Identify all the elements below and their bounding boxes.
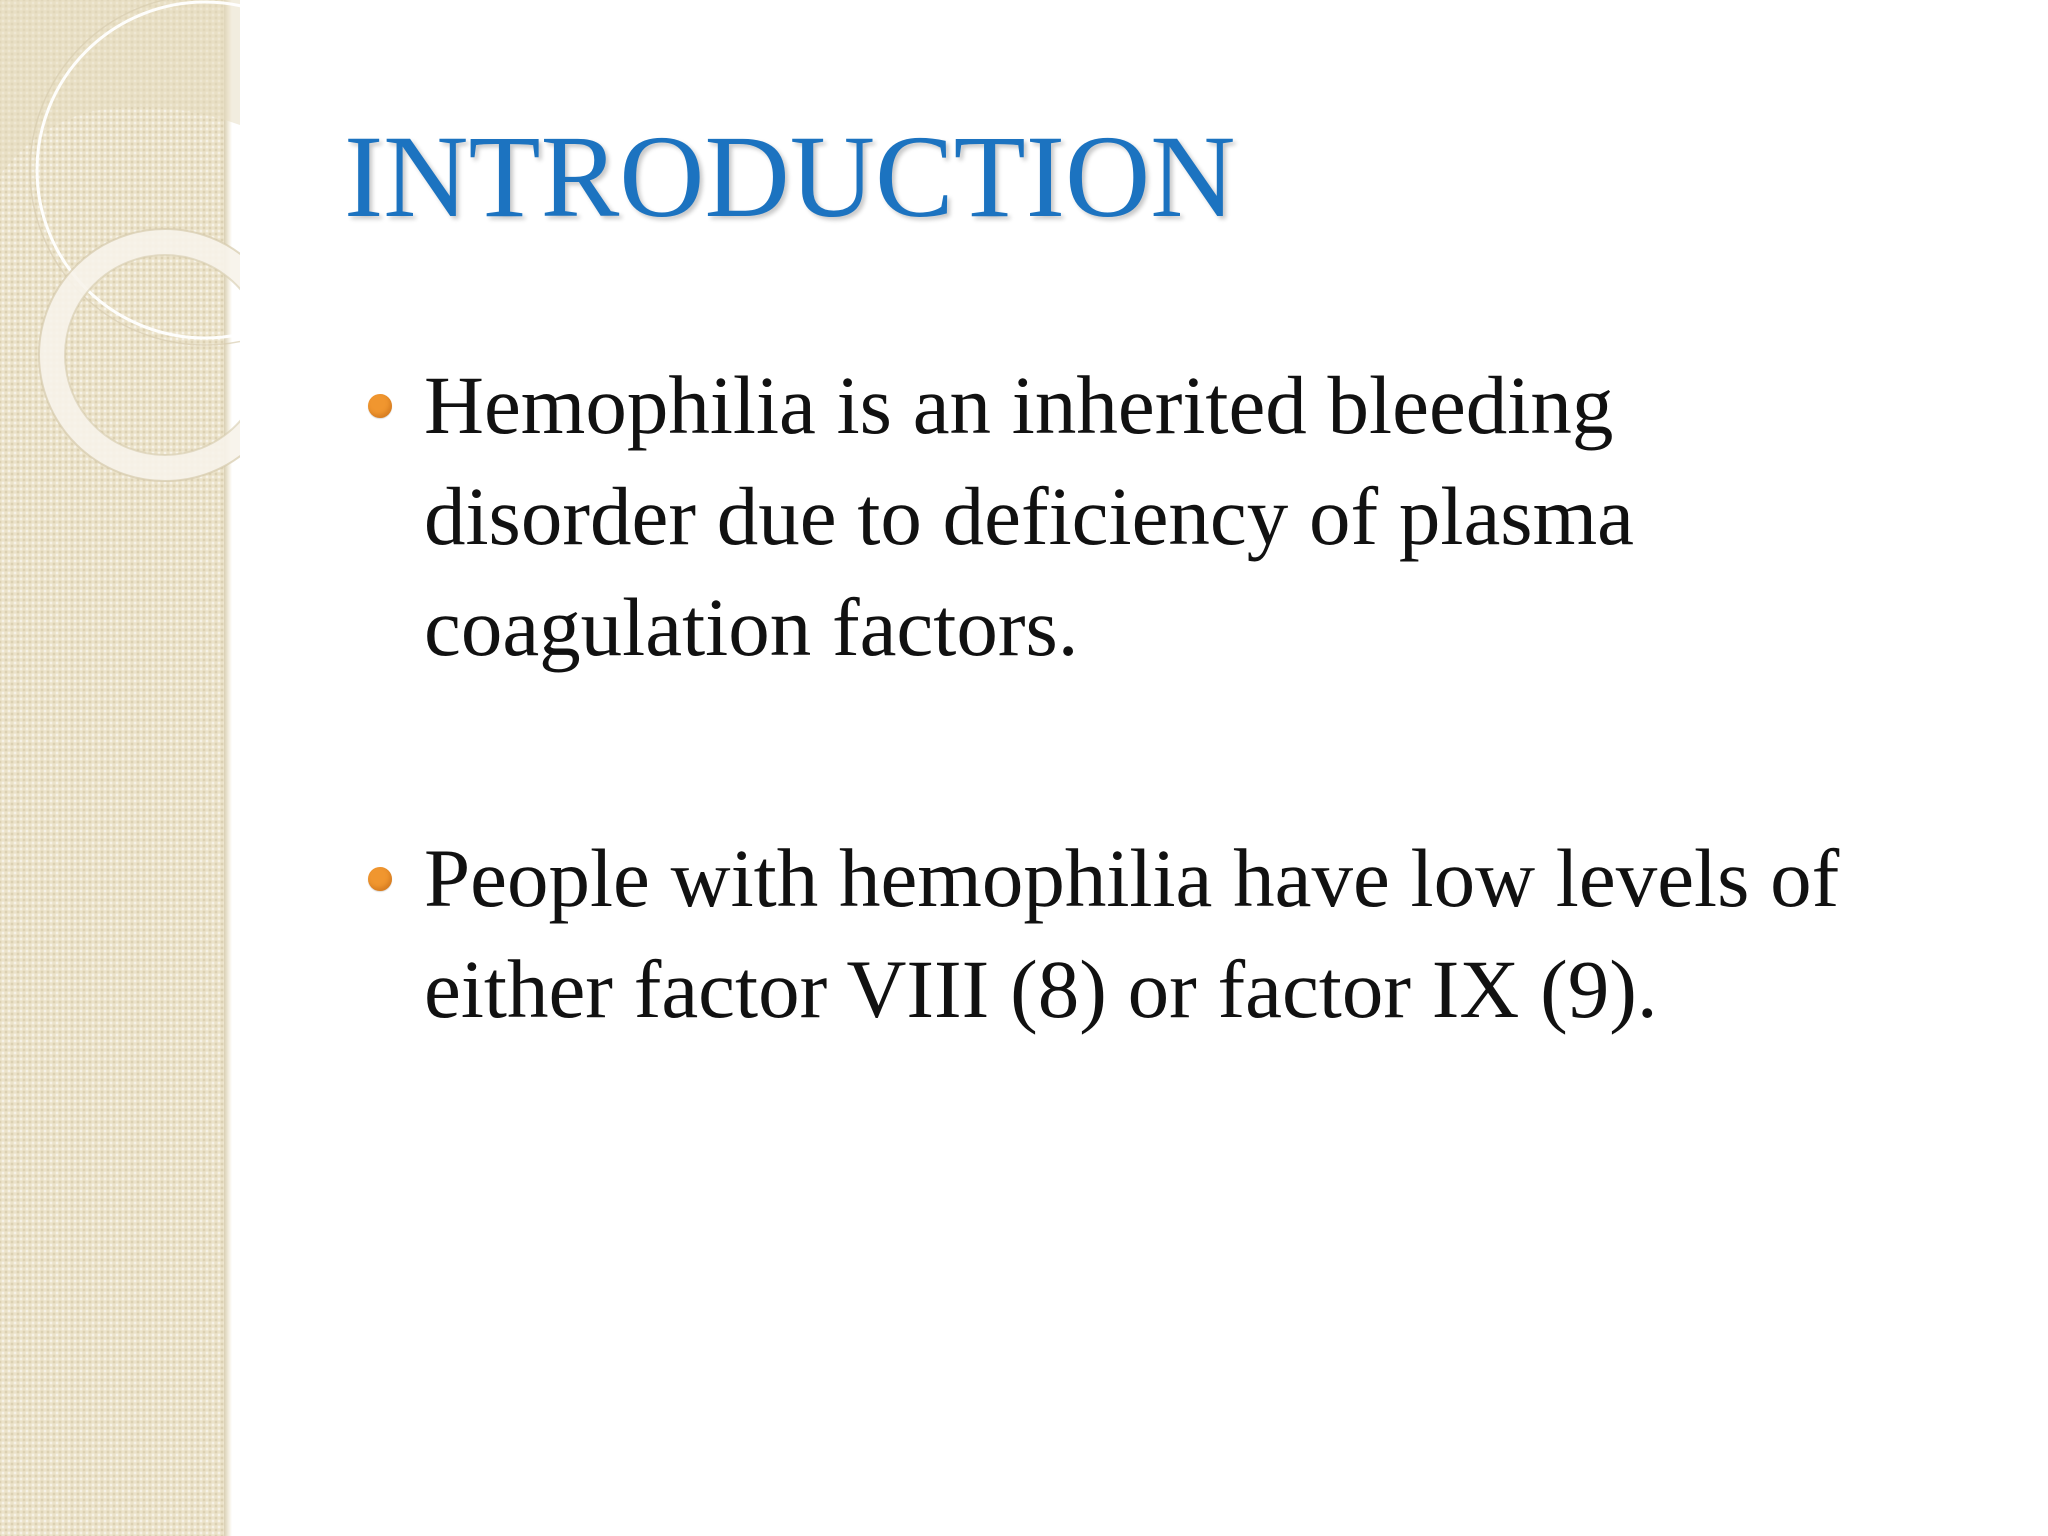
bullet-item [360,823,2020,1045]
bullet-text-line: coagulation factors. [424,581,1079,673]
bullet-item [360,350,2020,683]
orange-bullet-icon [368,867,392,891]
bullet-text-line: People with hemophilia have low levels of [424,832,1840,924]
decorative-rings [0,0,240,520]
bullet-list [360,350,2020,1045]
bullet-text-line: disorder due to deficiency of plasma [424,470,1634,562]
bullet-text-line: either factor VIII (8) or factor IX (9). [424,943,1658,1035]
bullet-text-line: Hemophilia is an inherited bleeding [424,359,1614,451]
slide-title: INTRODUCTION [344,111,1236,242]
orange-bullet-icon [368,394,392,418]
